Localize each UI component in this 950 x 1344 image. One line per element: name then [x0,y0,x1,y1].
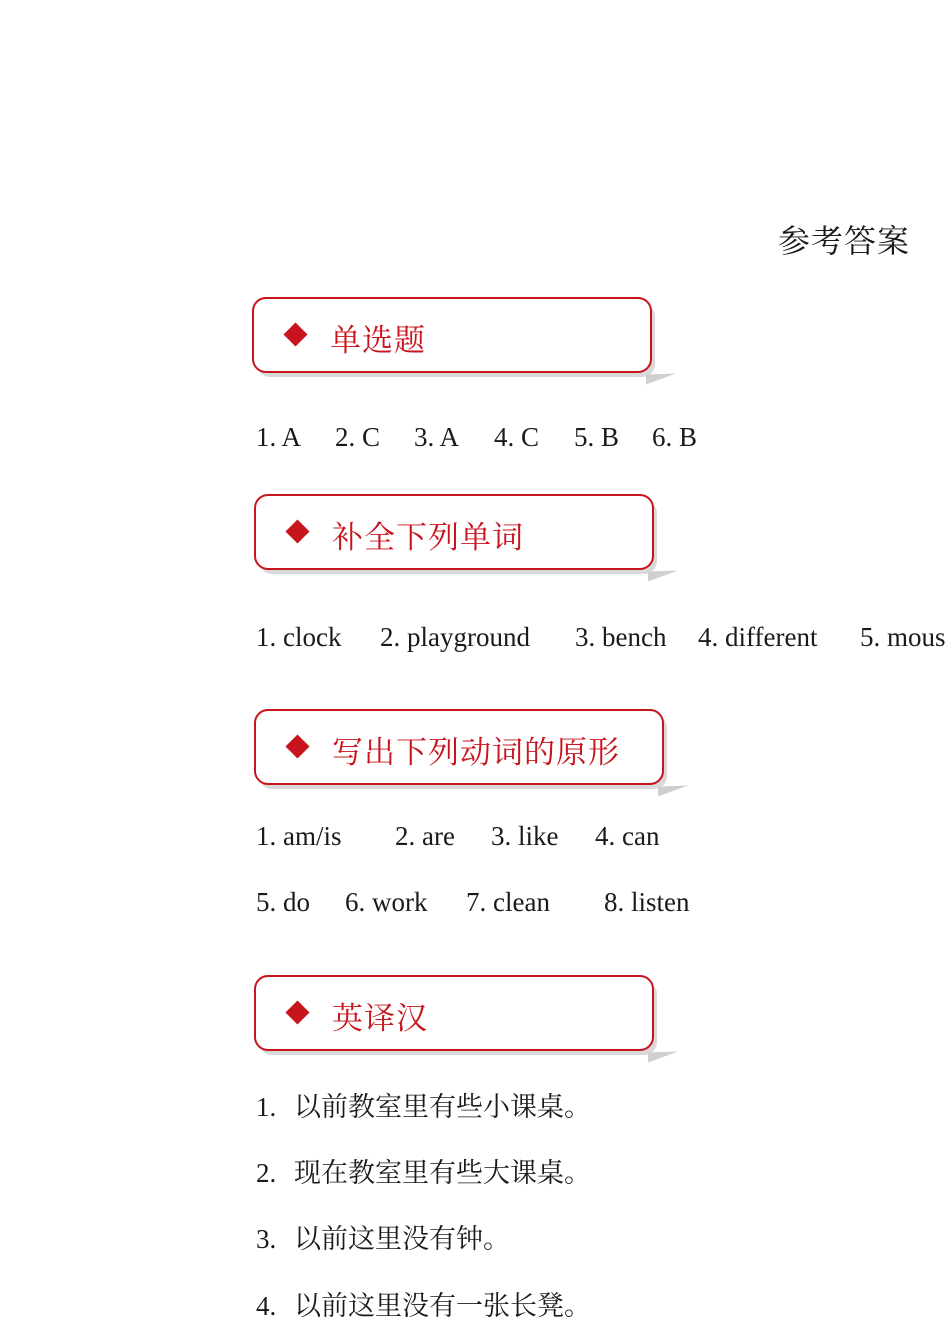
translation-item [256,1151,591,1190]
answer-item: 1. clock [256,622,342,652]
diamond-icon [283,322,307,346]
answer-item: 6. work [345,887,428,917]
answer-item: 5. mous [860,622,946,652]
translation-item [256,1284,591,1323]
answer-item: 2. playground [380,622,530,652]
answer-item: 4. different [698,622,818,652]
answer-item: 2. C [335,422,381,452]
header-shadow-tail [648,1042,678,1063]
header-shadow-tail [646,364,676,385]
diamond-icon [285,1000,309,1024]
section-title: 英译汉 [332,1001,428,1037]
item-number: 2. [256,1158,277,1188]
item-number: 4. [256,1291,277,1321]
answer-item: 4. C [494,422,540,452]
answer-item: 4. can [595,821,660,851]
item-text: 以前教室里有些小课桌。 [294,1092,591,1123]
answer-item: 1. am/is [256,821,342,851]
page-title: 参考答案 [778,222,911,260]
answer-item: 3. bench [575,622,667,652]
section-title: 写出下列动词的原形 [332,735,620,771]
header-shadow-tail [648,561,678,582]
item-number: 3. [256,1224,277,1254]
answer-item: 2. are [395,821,455,851]
translation-item [256,1085,591,1124]
diamond-icon [285,734,309,758]
item-text: 现在教室里有些大课桌。 [294,1158,591,1189]
section-header-translation [254,975,654,1051]
translation-item [256,1217,510,1256]
answer-item: 7. clean [466,887,550,917]
answer-item: 8. listen [604,887,690,917]
section-title: 补全下列单词 [332,520,524,556]
answer-item: 1. A [256,422,302,452]
diamond-icon [285,519,309,543]
section-title: 单选题 [330,323,426,359]
answer-item: 3. like [491,821,559,851]
section-header-complete-words [254,494,654,570]
item-text: 以前这里没有钟。 [294,1224,510,1255]
header-shadow-tail [658,776,688,797]
item-number: 1. [256,1092,277,1122]
answer-item: 6. B [652,422,698,452]
answer-item: 3. A [414,422,460,452]
answer-item: 5. do [256,887,310,917]
item-text: 以前这里没有一张长凳。 [294,1291,591,1322]
answer-item: 5. B [574,422,620,452]
section-header-verb-base-form [254,709,664,785]
section-header-single-choice [252,297,652,373]
